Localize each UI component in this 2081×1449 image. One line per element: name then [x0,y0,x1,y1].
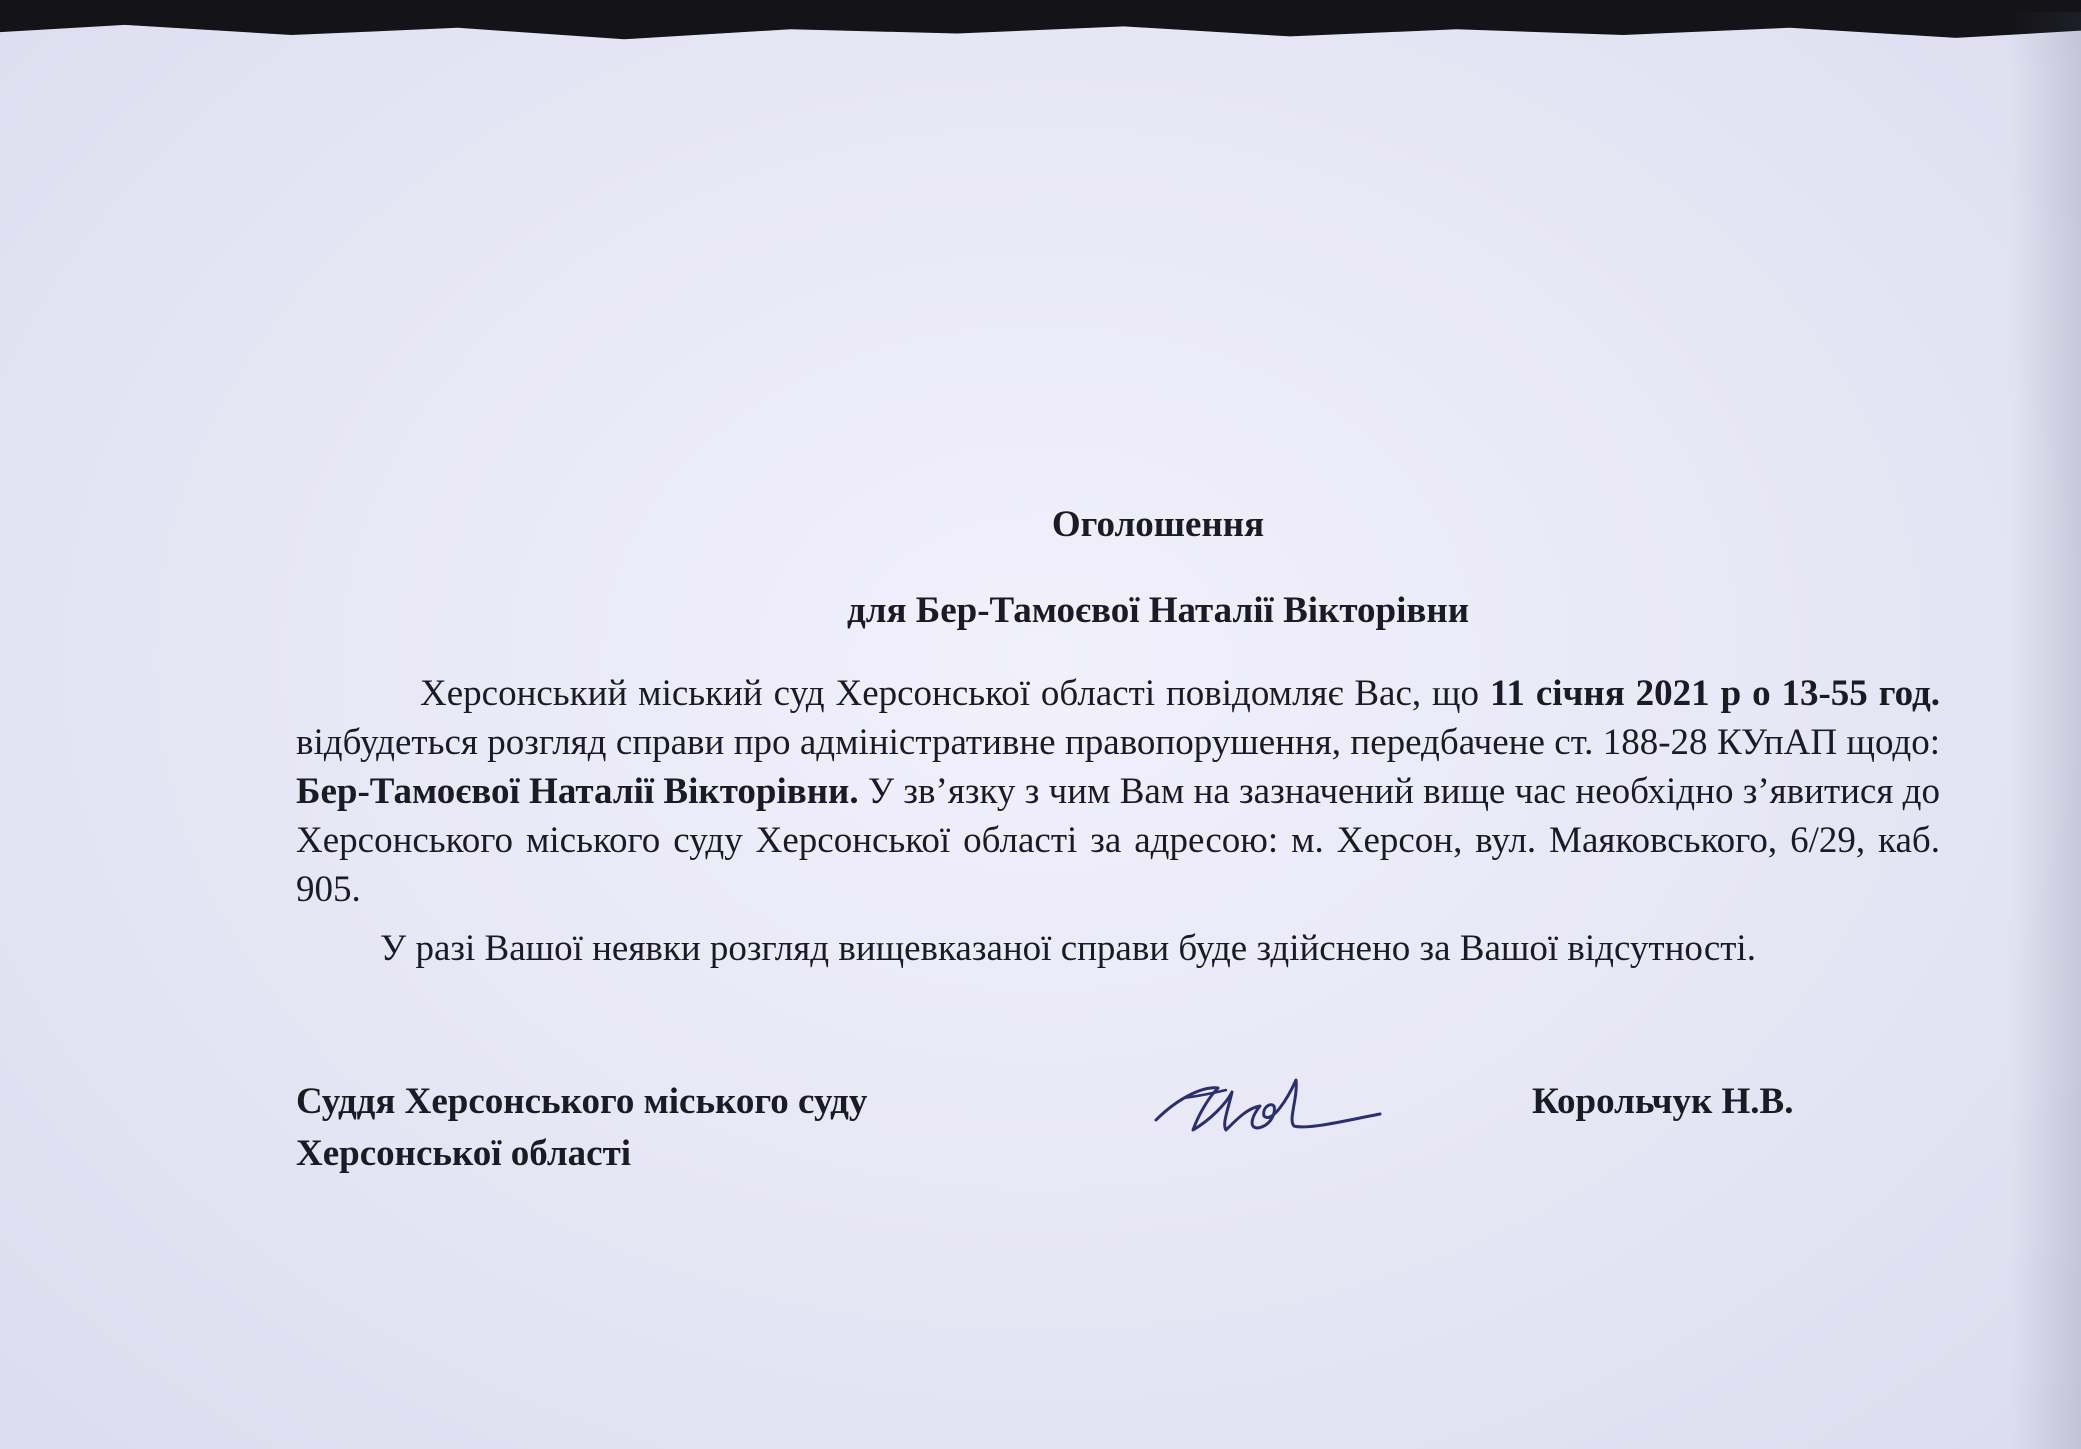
handwritten-signature [1148,1058,1388,1148]
signature-block [296,1076,1896,1206]
paragraph-text: У зв’язку з чим Вам на зазначений вище час необхідно з’явитися до Херсонського міського суду Херсонської області за адресою: м. Херсон, вул. Маяковського, 6/29, каб. 905. [296,771,1940,910]
notice-title: Оголошення [1051,504,1265,545]
defendant-name: Бер-Тамоєвої Наталії Вікторівни. [296,771,859,812]
notice-paragraph-main [296,669,1940,914]
paragraph-text: Херсонський міський суд Херсонської області повідомляє Вас, що [420,673,1490,714]
judge-position [296,1076,867,1180]
notice-paragraph-absence: У разі Вашої неявки розгляд вищевказаної справи буде здійснено за Вашої відсутності. [380,928,1756,969]
judge-position-line2: Херсонської області [296,1133,632,1174]
hearing-datetime: 11 січня 2021 р о 13-55 год. [1489,673,1940,714]
judge-position-line1: Суддя Херсонського міського суду [296,1081,868,1122]
paper-shadow [2011,12,2081,1449]
notice-document [296,500,1940,973]
judge-name: Корольчук Н.В. [1532,1081,1794,1122]
paragraph-text: відбудеться розгляд справи про адміністративне правопорушення, передбачене ст. 188-28 КУпАП щодо: [296,722,1940,763]
notice-addressee: для Бер-Тамоєвої Наталії Вікторівни [846,590,1470,631]
